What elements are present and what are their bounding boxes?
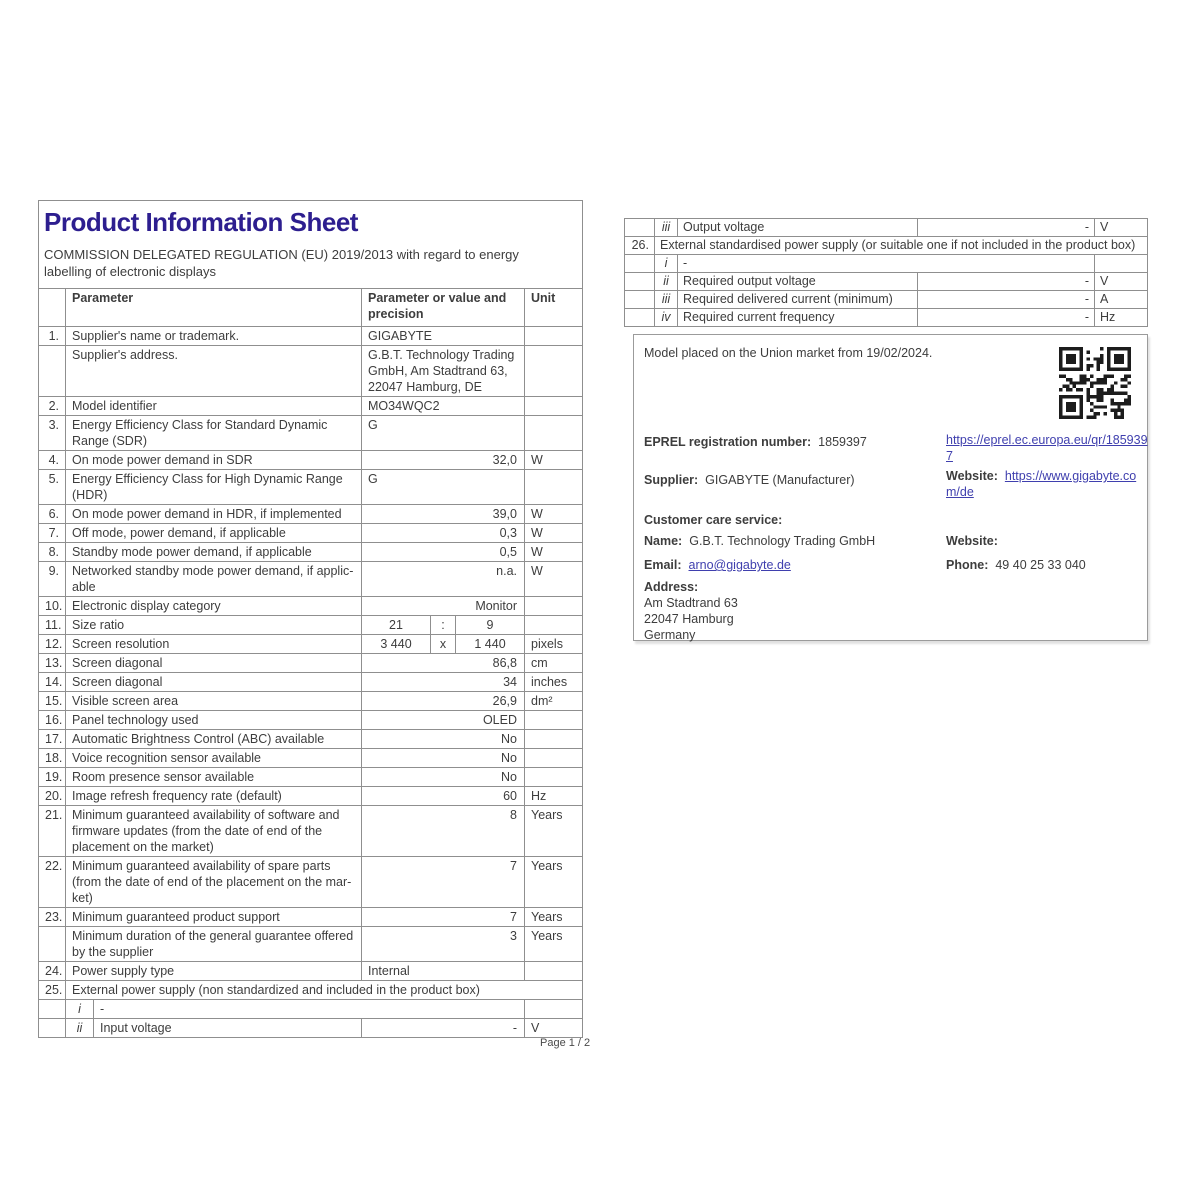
eprel-link[interactable]: https://eprel.ec.europa.eu/qr/1859397	[946, 433, 1148, 463]
row-number	[39, 1019, 66, 1037]
row-label: Screen diagonal	[66, 673, 362, 691]
table-row	[39, 711, 582, 730]
row-label: Output voltage	[678, 219, 918, 236]
row-sub-numeral: iii	[655, 219, 678, 236]
row-sub-numeral: i	[655, 255, 678, 272]
row-unit: Hz	[531, 789, 547, 803]
header-unit: Unit	[531, 291, 556, 305]
row-label: Minimum duration of the general guarantee offered by the supplier	[66, 927, 362, 961]
row-number: 25.	[39, 981, 66, 999]
row-value: 8	[362, 806, 525, 856]
customer-care-heading: Customer care service:	[644, 513, 783, 527]
row-unit	[525, 346, 584, 396]
phone-label: Phone:	[946, 558, 989, 572]
row-label: Screen diagonal	[66, 654, 362, 672]
regulation-subtitle: COMMISSION DELEGATED REGULATION (EU) 2019/2013 with regard to energy labelling of electronic displays	[44, 247, 519, 279]
table-row	[39, 470, 582, 505]
row-label: Minimum guaranteed product support	[66, 908, 362, 926]
row-unit: Years	[531, 910, 563, 924]
row-unit	[525, 730, 584, 748]
row-unit: W	[531, 507, 543, 521]
row-label: External standardised power supply (or suitable one if not included in the product box)	[660, 238, 1136, 252]
row-unit: Years	[531, 859, 563, 873]
row-value: 7	[362, 857, 525, 907]
page-title: Product Information Sheet	[44, 207, 358, 237]
row-number: 24.	[39, 962, 66, 980]
table-row	[625, 255, 1147, 273]
row-label: Automatic Brightness Control (ABC) available	[66, 730, 362, 748]
market-statement: Model placed on the Union market from 19/02/2024.	[644, 346, 933, 360]
table-row	[625, 291, 1147, 309]
eprel-label: EPREL registration number:	[644, 435, 812, 449]
row-value: No	[362, 749, 525, 767]
row-unit	[1095, 255, 1147, 272]
table-row	[39, 857, 582, 908]
row-value: -	[918, 273, 1095, 290]
table-row	[39, 543, 582, 562]
row-value: -	[918, 219, 1095, 236]
row-unit	[525, 711, 584, 729]
pis-table-body	[39, 327, 582, 1037]
row-value: 3	[362, 927, 525, 961]
row-label: Minimum guaranteed availability of software and firmware updates (from the date of end of the placement on the market)	[66, 806, 362, 856]
table-row	[39, 962, 582, 981]
row-label: Supplier's name or trademark.	[66, 327, 362, 345]
row-label: Required current frequency	[678, 309, 918, 326]
table-row	[39, 635, 582, 654]
row-number: 11.	[39, 616, 66, 634]
table-row	[39, 416, 582, 451]
table-row	[39, 505, 582, 524]
table-row	[39, 927, 582, 962]
row-unit: cm	[531, 656, 548, 670]
page-number: Page 1 / 2	[540, 1037, 591, 1049]
row-number	[39, 927, 66, 961]
product-information-sheet-panel	[38, 200, 583, 1038]
pis-table	[39, 289, 582, 1037]
row-value: n.a.	[362, 562, 525, 596]
row-value: G	[362, 470, 525, 504]
row-value: 26,9	[362, 692, 525, 710]
row-unit: Years	[531, 808, 563, 822]
row-label: Size ratio	[66, 616, 362, 634]
supplier-row	[644, 472, 855, 488]
row-unit	[525, 327, 584, 345]
table-row	[39, 616, 582, 635]
continuation-table	[624, 218, 1148, 327]
row-value: 34	[362, 673, 525, 691]
row-label: Panel technology used	[66, 711, 362, 729]
row-value-separator: :	[431, 616, 456, 634]
eprel-qr-code	[1059, 347, 1131, 419]
row-label: Off mode, power demand, if applicable	[66, 524, 362, 542]
header-number	[39, 289, 66, 326]
row-label: Voice recognition sensor available	[66, 749, 362, 767]
row-number: 10.	[39, 597, 66, 615]
row-unit	[525, 397, 584, 415]
row-unit	[525, 962, 584, 980]
row-number: 12.	[39, 635, 66, 653]
header-value: Parameter or value and precision	[362, 289, 525, 326]
table-row	[39, 768, 582, 787]
table-row	[625, 219, 1147, 237]
row-number	[625, 291, 655, 308]
email-link[interactable]: arno@gigabyte.de	[688, 558, 791, 572]
table-row	[39, 908, 582, 927]
care-email-row	[644, 557, 791, 573]
supplier-value: GIGABYTE (Manufacturer)	[705, 473, 855, 487]
row-value: -	[362, 1019, 525, 1037]
row-number: 19.	[39, 768, 66, 786]
table-row	[39, 346, 582, 397]
row-number: 17.	[39, 730, 66, 748]
table-row	[39, 397, 582, 416]
row-label: Standby mode power demand, if applicable	[66, 543, 362, 561]
row-label: Minimum guaranteed availability of spare parts (from the date of end of the placement on the mar-ket)	[66, 857, 362, 907]
row-value: 0,5	[362, 543, 525, 561]
eprel-info-box	[633, 334, 1148, 641]
website-link[interactable]: https://www.gigabyte.com/de	[946, 469, 1137, 499]
address-lines	[644, 595, 738, 643]
care-website-row	[946, 533, 1005, 549]
table-row	[625, 309, 1147, 326]
address-line: Am Stadtrand 63	[644, 596, 738, 610]
care-phone-row	[946, 557, 1086, 573]
row-unit: V	[1100, 220, 1109, 234]
row-label: Model identifier	[66, 397, 362, 415]
row-value: MO34WQC2	[362, 397, 525, 415]
table-row	[39, 524, 582, 543]
row-value: 7	[362, 908, 525, 926]
row-label: Required output voltage	[678, 273, 918, 290]
row-number: 3.	[39, 416, 66, 450]
row-sub-numeral: iv	[655, 309, 678, 326]
row-label: Required delivered current (minimum)	[678, 291, 918, 308]
row-number	[625, 273, 655, 290]
table-row	[39, 451, 582, 470]
table-row	[39, 1000, 582, 1019]
row-label: -	[94, 1000, 525, 1018]
row-number: 7.	[39, 524, 66, 542]
table-header-row	[39, 289, 582, 327]
row-label: Energy Efficiency Class for High Dynamic Range (HDR)	[66, 470, 362, 504]
row-unit	[525, 768, 584, 786]
row-unit: dm²	[531, 694, 553, 708]
row-value: -	[918, 309, 1095, 326]
table-row	[39, 597, 582, 616]
eprel-link-row	[946, 432, 1148, 464]
row-unit	[525, 416, 584, 450]
table-row	[39, 806, 582, 857]
row-unit: W	[531, 545, 543, 559]
row-label: Power supply type	[66, 962, 362, 980]
table-row	[39, 562, 582, 597]
row-value-right: 9	[456, 616, 525, 634]
row-value: 0,3	[362, 524, 525, 542]
row-number	[39, 1000, 66, 1018]
table-row	[625, 237, 1147, 255]
eprel-registration-row	[644, 434, 867, 450]
continuation-table-body	[625, 219, 1147, 326]
table-row	[39, 981, 582, 1000]
row-value: OLED	[362, 711, 525, 729]
row-sub-numeral: i	[66, 1000, 94, 1018]
row-number: 13.	[39, 654, 66, 672]
table-row	[39, 787, 582, 806]
row-label: Visible screen area	[66, 692, 362, 710]
row-number: 5.	[39, 470, 66, 504]
row-unit: pixels	[531, 637, 563, 651]
row-number: 1.	[39, 327, 66, 345]
table-row	[39, 1019, 582, 1037]
row-value: Internal	[362, 962, 525, 980]
row-unit	[525, 1000, 584, 1018]
row-number: 22.	[39, 857, 66, 907]
row-value: 32,0	[362, 451, 525, 469]
row-label: Energy Efficiency Class for Standard Dynamic Range (SDR)	[66, 416, 362, 450]
row-unit	[525, 597, 584, 615]
name-label: Name:	[644, 534, 683, 548]
row-unit: W	[531, 564, 543, 578]
row-value: G	[362, 416, 525, 450]
row-unit: W	[531, 526, 543, 540]
row-unit	[525, 616, 584, 634]
row-label: Image refresh frequency rate (default)	[66, 787, 362, 805]
care-name-row	[644, 533, 875, 549]
name-value: G.B.T. Technology Trading GmbH	[689, 534, 876, 548]
row-label: On mode power demand in SDR	[66, 451, 362, 469]
row-label: -	[678, 255, 1095, 272]
row-label: Networked standby mode power demand, if applic-able	[66, 562, 362, 596]
table-row	[39, 730, 582, 749]
row-label: On mode power demand in HDR, if implemented	[66, 505, 362, 523]
email-label: Email:	[644, 558, 682, 572]
row-value: -	[918, 291, 1095, 308]
row-unit: inches	[531, 675, 568, 689]
eprel-value: 1859397	[818, 435, 867, 449]
address-line: Germany	[644, 628, 696, 642]
table-row	[39, 749, 582, 768]
row-number: 18.	[39, 749, 66, 767]
row-value: G.B.T. Technology Trading GmbH, Am Stadtrand 63, 22047 Hamburg, DE	[362, 346, 525, 396]
row-label: External power supply (non standardized and included in the product box)	[72, 983, 480, 997]
row-value: GIGABYTE	[362, 327, 525, 345]
table-row	[39, 692, 582, 711]
row-number: 23.	[39, 908, 66, 926]
address-line: 22047 Hamburg	[644, 612, 734, 626]
row-unit: W	[531, 453, 543, 467]
row-number	[625, 255, 655, 272]
row-unit: V	[1100, 274, 1109, 288]
row-value: 86,8	[362, 654, 525, 672]
row-unit	[525, 470, 584, 504]
row-number	[625, 219, 655, 236]
row-value: No	[362, 768, 525, 786]
row-number: 16.	[39, 711, 66, 729]
row-value-right: 1 440	[456, 635, 525, 653]
row-value-left: 3 440	[362, 635, 431, 653]
row-sub-numeral: iii	[655, 291, 678, 308]
row-unit: A	[1100, 292, 1109, 306]
table-row	[39, 327, 582, 346]
header-parameter: Parameter	[66, 289, 362, 326]
row-unit: Hz	[1100, 310, 1116, 324]
website-label: Website:	[946, 469, 998, 483]
row-value: 60	[362, 787, 525, 805]
row-unit: V	[531, 1021, 540, 1035]
website-row	[946, 468, 1148, 500]
row-value-separator: x	[431, 635, 456, 653]
row-label: Input voltage	[94, 1019, 362, 1037]
row-number: 26.	[625, 237, 655, 254]
row-number	[39, 346, 66, 396]
row-value: 39,0	[362, 505, 525, 523]
row-number: 20.	[39, 787, 66, 805]
table-row	[39, 673, 582, 692]
row-value-left: 21	[362, 616, 431, 634]
row-number: 4.	[39, 451, 66, 469]
title-block	[39, 201, 582, 289]
row-sub-numeral: ii	[655, 273, 678, 290]
row-sub-numeral: ii	[66, 1019, 94, 1037]
row-unit	[525, 749, 584, 767]
table-row	[39, 654, 582, 673]
row-value: No	[362, 730, 525, 748]
row-label: Room presence sensor available	[66, 768, 362, 786]
row-number: 6.	[39, 505, 66, 523]
row-label: Supplier's address.	[66, 346, 362, 396]
row-number: 21.	[39, 806, 66, 856]
row-number: 15.	[39, 692, 66, 710]
row-number: 8.	[39, 543, 66, 561]
address-label: Address:	[644, 580, 699, 594]
row-number	[625, 309, 655, 326]
row-number: 14.	[39, 673, 66, 691]
supplier-label: Supplier:	[644, 473, 699, 487]
row-unit: Years	[531, 929, 563, 943]
row-label: Electronic display category	[66, 597, 362, 615]
table-row	[625, 273, 1147, 291]
row-value: Monitor	[362, 597, 525, 615]
row-number: 9.	[39, 562, 66, 596]
row-number: 2.	[39, 397, 66, 415]
row-label: Screen resolution	[66, 635, 362, 653]
phone-value: 49 40 25 33 040	[995, 558, 1086, 572]
care-website-label: Website:	[946, 534, 998, 548]
